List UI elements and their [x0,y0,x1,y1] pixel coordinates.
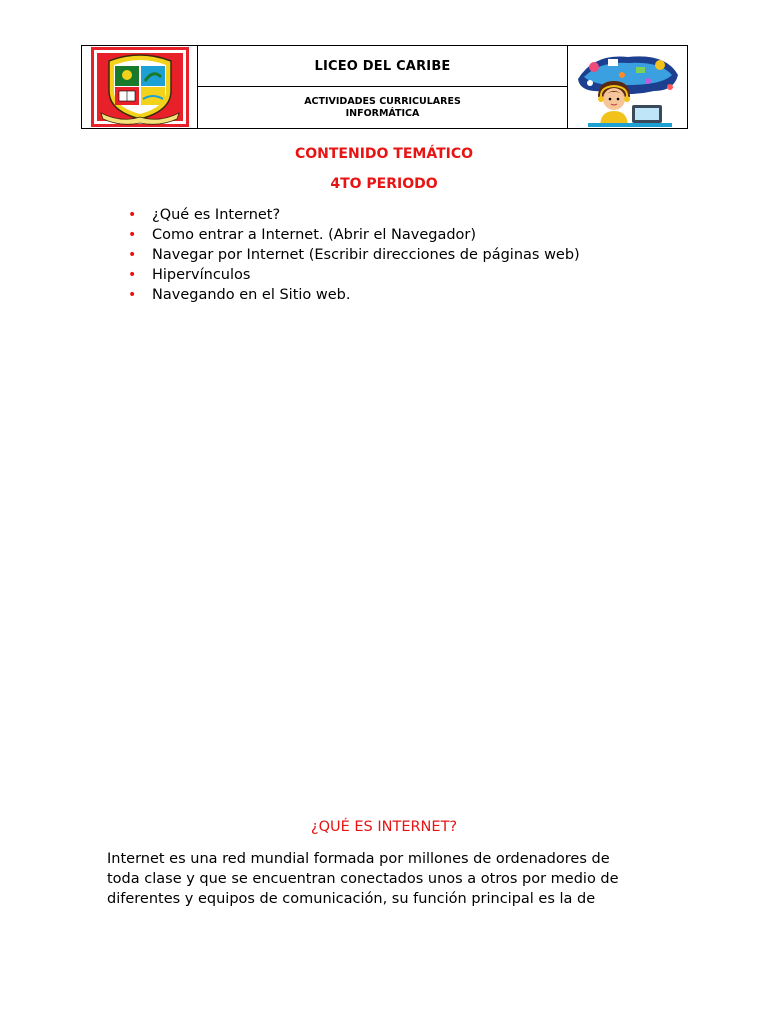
paragraph-line: toda clase y que se encuentran conectados unos a otros por medio de [107,871,619,887]
list-item [128,205,580,225]
paragraph-line: Internet es una red mundial formada por millones de ordenadores de [107,851,610,867]
bullet-icon: • [128,267,137,283]
list-item [128,285,580,305]
logo-cell [82,46,198,128]
header-table [81,45,688,129]
bullet-icon: • [128,227,137,243]
school-name: LICEO DEL CARIBE [198,46,567,87]
header-subtitle [198,87,567,128]
topics-list [128,205,580,305]
paragraph-line: diferentes y equipos de comunicación, su función principal es la de [107,891,596,907]
subtitle-line-2: INFORMÁTICA [345,107,420,119]
bullet-icon: • [128,207,137,223]
school-crest-icon [91,47,189,127]
subtitle-line-1: ACTIVIDADES CURRICULARES [304,95,461,107]
bullet-icon: • [128,287,137,303]
topic-text: Navegando en el Sitio web. [152,287,351,303]
child-computer-illustration [574,47,682,127]
list-item [128,265,580,285]
topic-text: ¿Qué es Internet? [152,207,281,223]
illustration-cell [567,46,687,128]
intro-paragraph [107,849,647,909]
topic-text: Como entrar a Internet. (Abrir el Navegador) [152,227,477,243]
list-item [128,245,580,265]
list-item [128,225,580,245]
section-title: ¿QUÉ ES INTERNET? [310,819,458,835]
header-middle-cell [198,46,567,128]
topic-text: Navegar por Internet (Escribir direcciones de páginas web) [152,247,580,263]
period-title: 4TO PERIODO [330,176,438,192]
content-title: CONTENIDO TEMÁTICO [294,146,474,162]
topic-text: Hipervínculos [152,267,251,283]
bullet-icon: • [128,247,137,263]
